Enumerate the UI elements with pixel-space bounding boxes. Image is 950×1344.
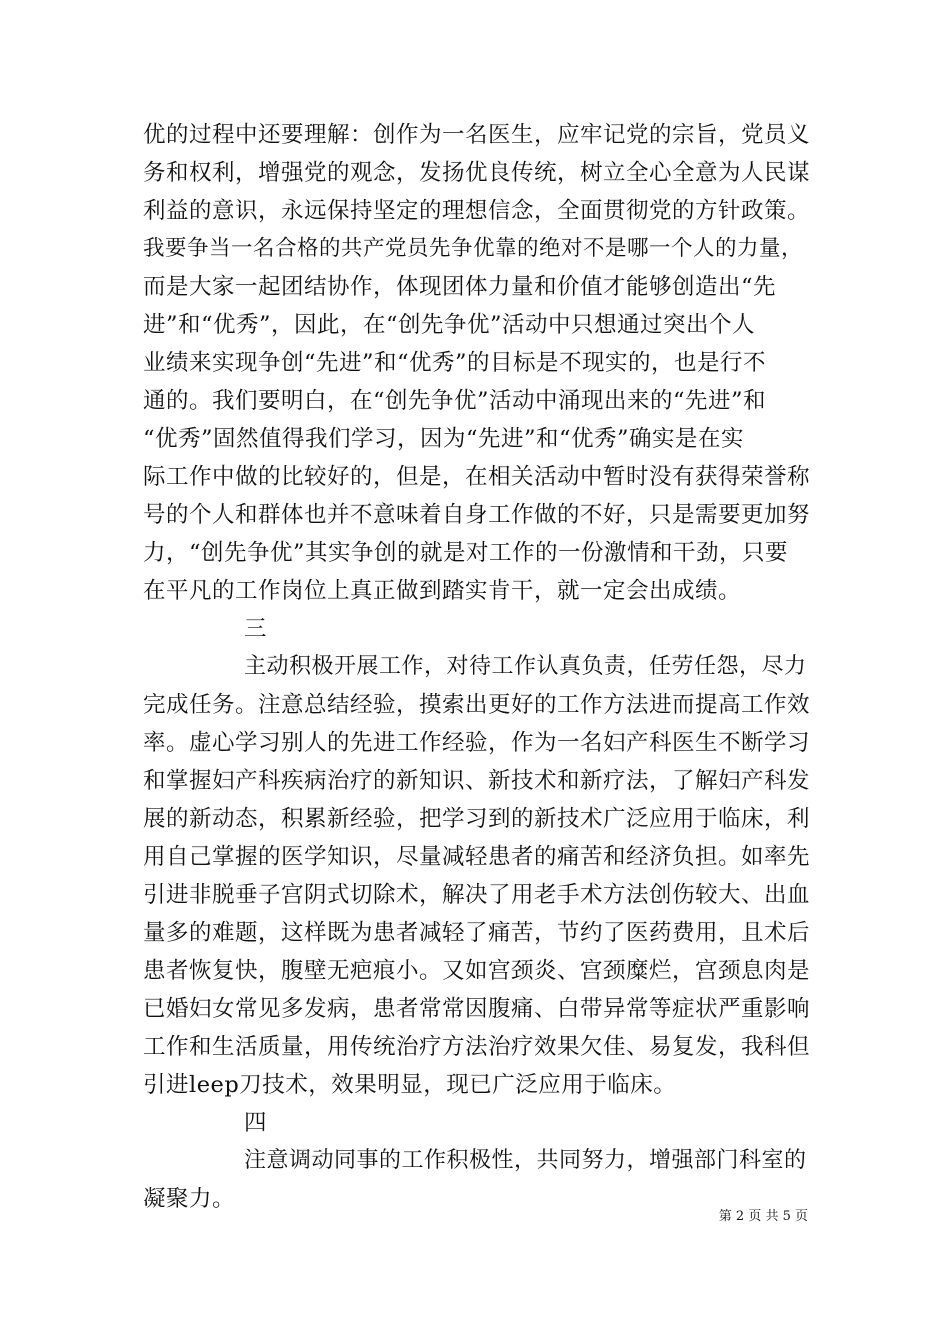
text-line: 用自己掌握的医学知识，尽量减轻患者的痛苦和经济负担。如率先 (143, 844, 811, 870)
text-line: 凝聚力。 (143, 1186, 236, 1212)
text-line: 工作和生活质量，用传统治疗方法治疗效果欠佳、易复发，我科但 (143, 1034, 811, 1060)
paragraph-first-line: 主动积极开展工作，对待工作认真负责，任劳任怨，尽力 (244, 654, 807, 679)
text-line: 力，“创先争优”其实争创的就是对工作的一份激情和干劲，只要 (143, 540, 789, 566)
text-line: 务和权利，增强党的观念，发扬优良传统，树立全心全意为人民谋 (143, 160, 811, 186)
text-line: 已婚妇女常见多发病，患者常常因腹痛、白带异常等症状严重影响 (143, 996, 811, 1022)
text-line: 在平凡的工作岗位上真正做到踏实肯干，就一定会出成绩。 (143, 578, 742, 604)
text-line: 际工作中做的比较好的，但是，在相关活动中暂时没有获得荣誉称 (143, 464, 811, 490)
text-line: 而是大家一起团结协作，体现团体力量和价值才能够创造出“先 (143, 274, 777, 300)
text-line: 率。虚心学习别人的先进工作经验，作为一名妇产科医生不断学习 (143, 730, 811, 756)
text-line: 引进非脱垂子宫阴式切除术，解决了用老手术方法创伤较大、出血 (143, 882, 811, 908)
text-line: 我要争当一名合格的共产党员先争优靠的绝对不是哪一个人的力量， (143, 236, 804, 261)
text-line: 完成任务。注意总结经验，摸索出更好的工作方法进而提高工作效 (143, 692, 811, 718)
text-line: 展的新动态，积累新经验，把学习到的新技术广泛应用于临床，利 (143, 806, 811, 832)
text-line: 患者恢复快，腹壁无疤痕小。又如宫颈炎、宫颈糜烂，宫颈息肉是 (143, 958, 811, 984)
text-line: 优的过程中还要理解：创作为一名医生，应牢记党的宗旨，党员义 (143, 122, 811, 148)
text-line: 通的。我们要明白，在“创先争优”活动中涌现出来的“先进”和 (143, 388, 767, 414)
text-line: 引进leep刀技术，效果明显，现已广泛应用于临床。 (143, 1072, 677, 1098)
text-line: 和掌握妇产科疾病治疗的新知识、新技术和新疗法，了解妇产科发 (143, 768, 811, 794)
text-line: 进”和“优秀”，因此，在“创先争优”活动中只想通过突出个人 (143, 312, 756, 338)
section-heading: 三 (244, 616, 268, 642)
text-line: 业绩来实现争创“先进”和“优秀”的目标是不现实的，也是行不 (143, 350, 767, 376)
text-line: 利益的意识，永远保持坚定的理想信念，全面贯彻党的方针政策。 (143, 198, 811, 224)
text-line: “优秀”固然值得我们学习，因为“先进”和“优秀”确实是在实 (143, 426, 745, 452)
page-number: 第 2 页 共 5 页 (718, 1209, 808, 1224)
section-heading: 四 (244, 1110, 268, 1136)
paragraph-first-line: 注意调动同事的工作积极性，共同努力，增强部门科室的 (244, 1148, 807, 1173)
text-line: 量多的难题，这样既为患者减轻了痛苦，节约了医药费用，且术后 (143, 920, 811, 946)
text-line: 号的个人和群体也并不意味着自身工作做的不好，只是需要更加努 (143, 502, 811, 528)
